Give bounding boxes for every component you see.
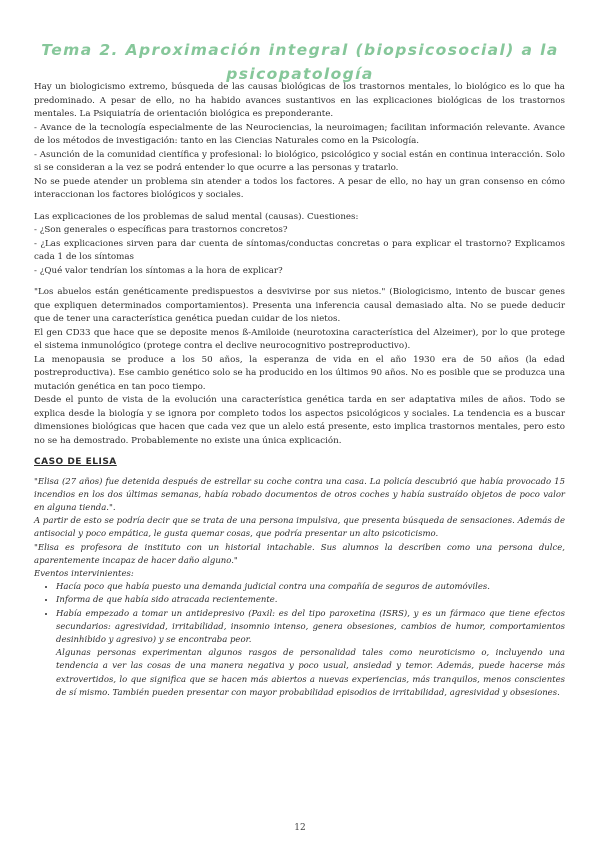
event-item: • Informa de que había sido atracada recientemente. (56, 594, 565, 607)
case-section (34, 476, 565, 582)
discussion-paragraph: Desde el punto de vista de la evolución una característica genética tarda en ser adaptativa miles de años. Todo se explica desde la biología y se ignora por completo todos los aspectos psicológicos y sociales. La tendencia es a buscar dimensiones biológicas que hacen que cada vez que un alelo está presente, esto implica trastornos mentales, pero esto no se ha demostrado. Probablemente no existe una única explicación. (34, 395, 565, 446)
events-list (34, 581, 565, 700)
event-note: Algunas personas experimentan algunos rasgos de personalidad tales como neuroticismo o, incluyendo una tendencia a ver las cosas de una manera negativa y poco usual, ansiedad y temor. Además, puede hacerse más extrovertidos, lo que significa que se hacen más abiertos a nuevas experiencias, más tranquilos, menos conscientes de sí mismo. También pueden presentar con mayor probabilidad episodios de irritabilidad, agresividad y obsesiones. (56, 648, 565, 698)
case-paragraph: A partir de esto se podría decir que se trata de una persona impulsiva, que presenta búsqueda de sensaciones. Además de antisocial y poco empática, le gusta quemar cosas, que podría presentar un alto psicoticismo. (34, 516, 565, 540)
question-item: - ¿Las explicaciones sirven para dar cuenta de síntomas/conductas concretas o para explicar el trastorno? Explicamos cada 1 de los síntomas (34, 238, 565, 262)
questions-heading: Las explicaciones de los problemas de salud mental (causas). Cuestiones: (34, 211, 359, 222)
event-item-text: Había empezado a tomar un antidepresivo (Paxil: es del tipo paroxetina (ISRS), y es un fármaco que tiene efectos secundarios: agresividad, irritabilidad, insomnio intenso, genera obsesiones, cambios de humor, comportamientos desinhibido y agresivo) y se encontraba peor. (56, 608, 565, 645)
intro-paragraph: - Asunción de la comunidad científica y profesional: lo biológico, psicológico y social están en continua interacción. Solo si se consideran a la vez se podrá entender lo que ocurre a las personas y tratarlo. (34, 149, 565, 173)
discussion-paragraph: El gen CD33 que hace que se deposite menos ß-Amiloide (neurotoxina característica del Alzeimer), por lo que protege el sistema inmunológico (protege contra el declive neurocognitivo postreproductivo). (34, 327, 565, 351)
case-heading: CASO DE ELISA (34, 457, 117, 467)
discussion-paragraph: "Los abuelos están genéticamente predispuestos a desvivirse por sus nietos." (Biologicismo, intento de buscar genes que expliquen determinados comportamientos). Presenta una inferencia causal demasiado alta. No se puede deducir que de tener una característica genética puedan cuidar de los nietos. (34, 287, 565, 324)
event-item (56, 608, 565, 700)
question-item: - ¿Qué valor tendrían los síntomas a la hora de explicar? (34, 265, 283, 276)
question-item: - ¿Son generales o específicas para trastornos concretos? (34, 225, 288, 235)
intro-paragraph: Hay un biologicismo extremo, búsqueda de las causas biológicas de los trastornos mentales, lo biológico es lo que ha predominado. A pesar de ello, no ha habido avances sustantivos en las explicaciones biológicas de los trastornos mentales. La Psiquiatría de orientación biológica es preponderante. (34, 82, 565, 119)
intro-paragraph: No se puede atender un problema sin atender a todos los factores. A pesar de ello, no hay un gran consenso en cómo interaccionan los factores biológicos y sociales. (34, 176, 565, 200)
case-paragraph: "Elisa (27 años) fue detenida después de estrellar su coche contra una casa. La policía descubrió que había provocado 15 incendios en los dos últimas semanas, había robado documentos de otros coches y había sustraído objetos de poco valor en alguna tienda.". (34, 476, 565, 513)
document-body (34, 81, 565, 700)
page-number: 12 (294, 823, 306, 833)
intro-paragraph: - Avance de la tecnología especialmente de las Neurociencias, la neuroimagen; facilitan información relevante. Avance de los métodos de investigación: tanto en las Ciencias Naturales como en la Psicología. (34, 122, 565, 146)
case-paragraph: "Elisa es profesora de instituto con un historial intachable. Sus alumnos la describen como una persona dulce, aparentemente incapaz de hacer daño alguno." (34, 542, 565, 566)
discussion-paragraph: La menopausia se produce a los 50 años, la esperanza de vida en el año 1930 era de 50 años (la edad postreproductiva). Ese cambio genético solo se ha producido en los últimos 90 años. No es posible que se produzca una mutación genética en tan poco tiempo. (34, 354, 565, 392)
case-paragraph: Eventos intervinientes: (34, 568, 134, 579)
page-title: Tema 2. Aproximación integral (biopsicosocial) a la psicopatología (41, 41, 559, 83)
event-item: • Hacía poco que había puesto una demanda judicial contra una compañía de seguros de automóviles. (56, 581, 565, 594)
